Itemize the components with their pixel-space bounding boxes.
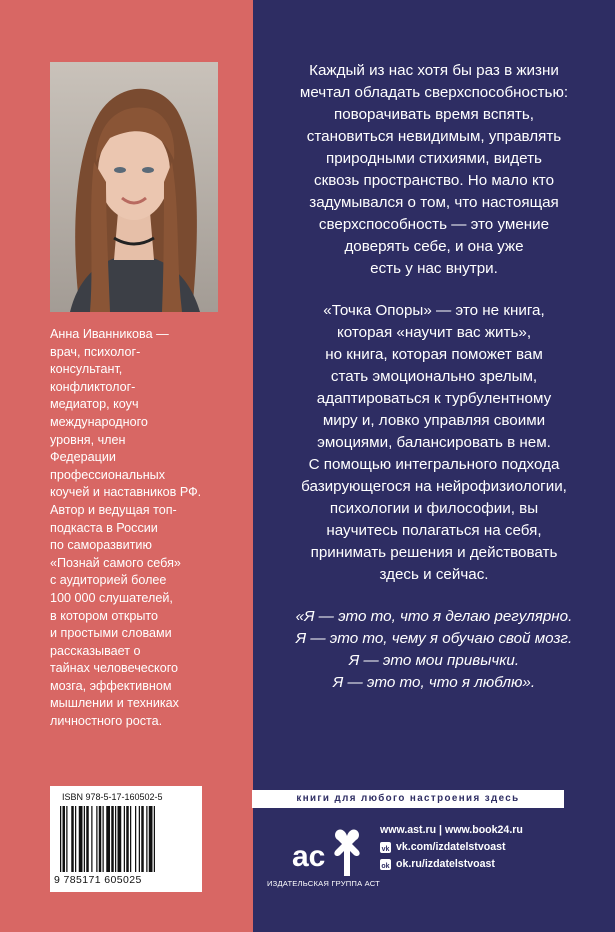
description-paragraph-2 (253, 300, 615, 586)
ok-link-text[interactable]: ok.ru/izdatelstvoast (396, 858, 495, 870)
description-line: эмоциями, балансировать в нем. (317, 434, 551, 451)
bio-line: Анна Иванникова — (50, 327, 169, 341)
quote-line: Я — это то, что я люблю». (332, 674, 536, 691)
bio-line: тайнах человеческого (50, 661, 179, 676)
vk-icon: vk (380, 842, 391, 853)
quote-line: Я — это то, чему я обучаю свой мозг. (295, 630, 573, 647)
description-line: стать эмоционально зрелым, (330, 368, 538, 385)
description-line: доверять себе, и она уже (344, 238, 524, 255)
bio-line: и простыми словами (50, 626, 172, 641)
bio-line: рассказывает о (50, 643, 141, 658)
ast-logo-letters: ac (292, 840, 326, 873)
bio-line: по саморазвитию (50, 538, 152, 553)
vk-link-text[interactable]: vk.com/izdatelstvoast (396, 841, 506, 853)
bio-line: «Познай самого себя» (50, 555, 181, 570)
author-bio (50, 326, 240, 731)
description-line: поворачивать время вспять, (334, 106, 534, 123)
description-line: сквозь пространство. Но мало кто (313, 172, 555, 189)
description-line: сверхспособность — это умение (318, 216, 550, 233)
description-line: но книга, которая поможет вам (325, 346, 543, 363)
description-line: адаптироваться к турбулентному (316, 390, 552, 407)
publisher-links (380, 822, 523, 873)
description-line: задумывался о том, что настоящая (309, 194, 559, 211)
description-line: принимать решения и действовать (310, 544, 558, 561)
bio-line: в котором открыто (50, 608, 159, 623)
bio-line: медиатор, коуч (50, 397, 139, 412)
ok-link[interactable] (380, 856, 523, 873)
description-line: есть у нас внутри. (370, 260, 498, 277)
slogan-banner: книги для любого настроения здесь (252, 790, 564, 808)
website-link[interactable] (380, 822, 523, 839)
bio-line: мозга, эффективном (50, 678, 172, 693)
quote-line: «Я — это то, что я делаю регулярно. (295, 608, 573, 625)
description-line: мечтал обладать сверхспособностью: (299, 84, 569, 101)
bio-line: врач, психолог- (50, 344, 141, 359)
isbn-text: ISBN 978-5-17-160502-5 (62, 792, 163, 802)
ok-icon: ok (380, 859, 391, 870)
description-line: С помощью интегрального подхода (308, 456, 560, 473)
author-portrait-image (50, 62, 218, 312)
bio-line: международного (50, 414, 148, 429)
publisher-caption: ИЗДАТЕЛЬСКАЯ ГРУППА АСТ (267, 879, 381, 888)
bio-line: подкаста в России (50, 520, 158, 535)
description-line: которая «научит вас жить», (336, 324, 532, 341)
barcode-image (60, 806, 196, 872)
description-line: природными стихиями, видеть (326, 150, 542, 167)
ast-logo (290, 820, 366, 886)
bio-line: консультант, (50, 362, 123, 377)
bio-line: мышлении и техниках (50, 696, 179, 711)
description-line: научитесь полагаться на себя, (326, 522, 542, 539)
bio-line: личностного роста. (50, 714, 163, 729)
bio-line: коучей и наставников РФ. (50, 485, 202, 500)
bio-line: Федерации (50, 450, 116, 465)
description-paragraph-1 (253, 60, 615, 280)
description-line: психологии и философии, вы (329, 500, 539, 517)
bio-line: с аудиторией более (50, 573, 167, 588)
website-link-text[interactable]: www.ast.ru | www.book24.ru (380, 824, 523, 836)
barcode-digits: 9 785171 605025 (54, 874, 142, 886)
bio-line: 100 000 слушателей, (50, 590, 173, 605)
description-line: здесь и сейчас. (379, 566, 489, 583)
bio-line: Автор и ведущая топ- (50, 502, 177, 517)
description-line: базирующегося на нейрофизиологии, (301, 478, 567, 495)
bio-line: профессиональных (50, 467, 165, 482)
bio-line: уровня, член (50, 432, 126, 447)
quote-line: Я — это мои привычки. (348, 652, 520, 669)
bio-line: конфликтолог- (50, 379, 136, 394)
quote-block (253, 606, 615, 694)
vk-link[interactable] (380, 839, 523, 856)
description-line: становиться невидимым, управлять (306, 128, 562, 145)
ast-logo-icon (290, 820, 366, 886)
barcode-box (50, 786, 202, 892)
description-line: Каждый из нас хотя бы раз в жизни (309, 62, 559, 79)
author-photo (50, 62, 218, 312)
description-line: миру и, ловко управляя своими (322, 412, 546, 429)
description-line: «Точка Опоры» — это не книга, (323, 302, 545, 319)
